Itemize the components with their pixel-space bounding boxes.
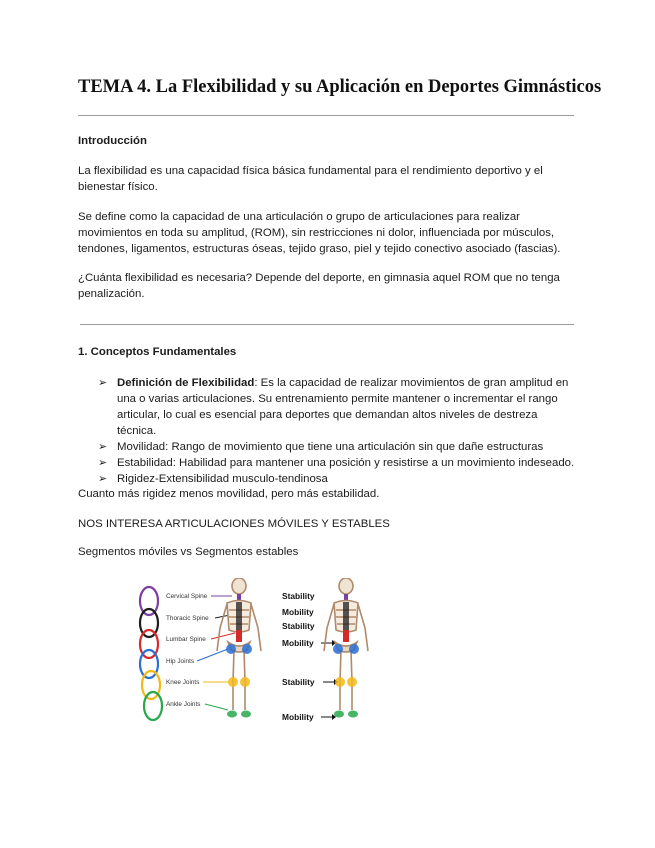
arrow-bullet-icon: ➢ xyxy=(98,441,108,453)
label-stability: Stability xyxy=(282,621,315,631)
left-skeleton xyxy=(217,578,261,710)
label-mobility: Mobility xyxy=(282,712,314,722)
label-hip-joints: Hip Joints xyxy=(166,658,195,665)
ring-ankle xyxy=(144,692,162,720)
list-item xyxy=(98,455,578,471)
intro-paragraph-3: ¿Cuánta flexibilidad es necesaria? Depende del deporte, en gimnasia aquel ROM que no tenga penalización. xyxy=(78,272,560,300)
label-lumbar-spine: Lumbar Spine xyxy=(166,636,206,643)
joint-mobility-stability-figure xyxy=(135,578,385,728)
ring-cervical xyxy=(140,587,158,615)
list-item-text: Movilidad: Rango de movimiento que tiene una articulación sin que dañe estructuras xyxy=(117,441,544,453)
label-stability: Stability xyxy=(282,591,315,601)
term-bold: Definición de Flexibilidad xyxy=(117,377,255,389)
term-definition: : Es la capacidad de realizar movimientos de gran amplitud en una o varias articulaciones. Su entrenamiento permite mantener o incrementar el rango articular, lo cual es esencial para deportes que demandan altos niveles de destreza técnica. xyxy=(117,377,569,437)
interest-paragraph: NOS INTERESA ARTICULACIONES MÓVILES Y ESTABLES xyxy=(78,518,390,530)
right-skeleton xyxy=(324,578,368,710)
list-item-text: Rigidez-Extensibilidad musculo-tendinosa xyxy=(117,473,328,485)
intro-paragraph-1: La flexibilidad es una capacidad física básica fundamental para el rendimiento deportivo y el bienestar físico. xyxy=(78,165,543,193)
arrow-bullet-icon: ➢ xyxy=(98,377,108,389)
list-item-text: Estabilidad: Habilidad para mantener una posición y resistirse a un movimiento indeseado. xyxy=(117,457,575,469)
list-item xyxy=(98,439,578,455)
label-cervical-spine: Cervical Spine xyxy=(166,593,208,600)
label-thoracic-spine: Thoracic Spine xyxy=(166,615,209,622)
left-joint-highlights xyxy=(226,644,252,718)
intro-paragraph-2: Se define como la capacidad de una articulación o grupo de articulaciones para realizar movimientos en toda su amplitud, (ROM), sin restricciones ni dolor, influenciada por músculos, tendones, ligamentos, estructuras óseas, tejido graso, piel y tejido conectivo asociado (fascias). xyxy=(78,211,561,255)
list-item xyxy=(98,375,578,439)
divider xyxy=(78,115,574,116)
joint-rings xyxy=(140,587,162,720)
label-knee-joints: Knee Joints xyxy=(166,679,200,686)
skeleton-illustration xyxy=(135,578,385,728)
segments-paragraph: Segmentos móviles vs Segmentos estables xyxy=(78,546,299,558)
label-ankle-joints: Ankle Joints xyxy=(166,701,201,708)
page-title: TEMA 4. La Flexibilidad y su Aplicación en Deportes Gimnásticos xyxy=(78,77,602,97)
section-heading: 1. Conceptos Fundamentales xyxy=(78,346,237,358)
label-stability: Stability xyxy=(282,677,315,687)
label-mobility: Mobility xyxy=(282,638,314,648)
rigidity-paragraph: Cuanto más rigidez menos movilidad, pero más estabilidad. xyxy=(78,488,380,500)
list-item xyxy=(98,471,578,487)
arrow-bullet-icon: ➢ xyxy=(98,473,108,485)
concepts-list xyxy=(98,375,578,487)
intro-heading: Introducción xyxy=(78,135,147,147)
right-joint-highlights xyxy=(333,644,359,718)
label-mobility: Mobility xyxy=(282,607,314,617)
arrow-bullet-icon: ➢ xyxy=(98,457,108,469)
divider xyxy=(80,324,574,325)
